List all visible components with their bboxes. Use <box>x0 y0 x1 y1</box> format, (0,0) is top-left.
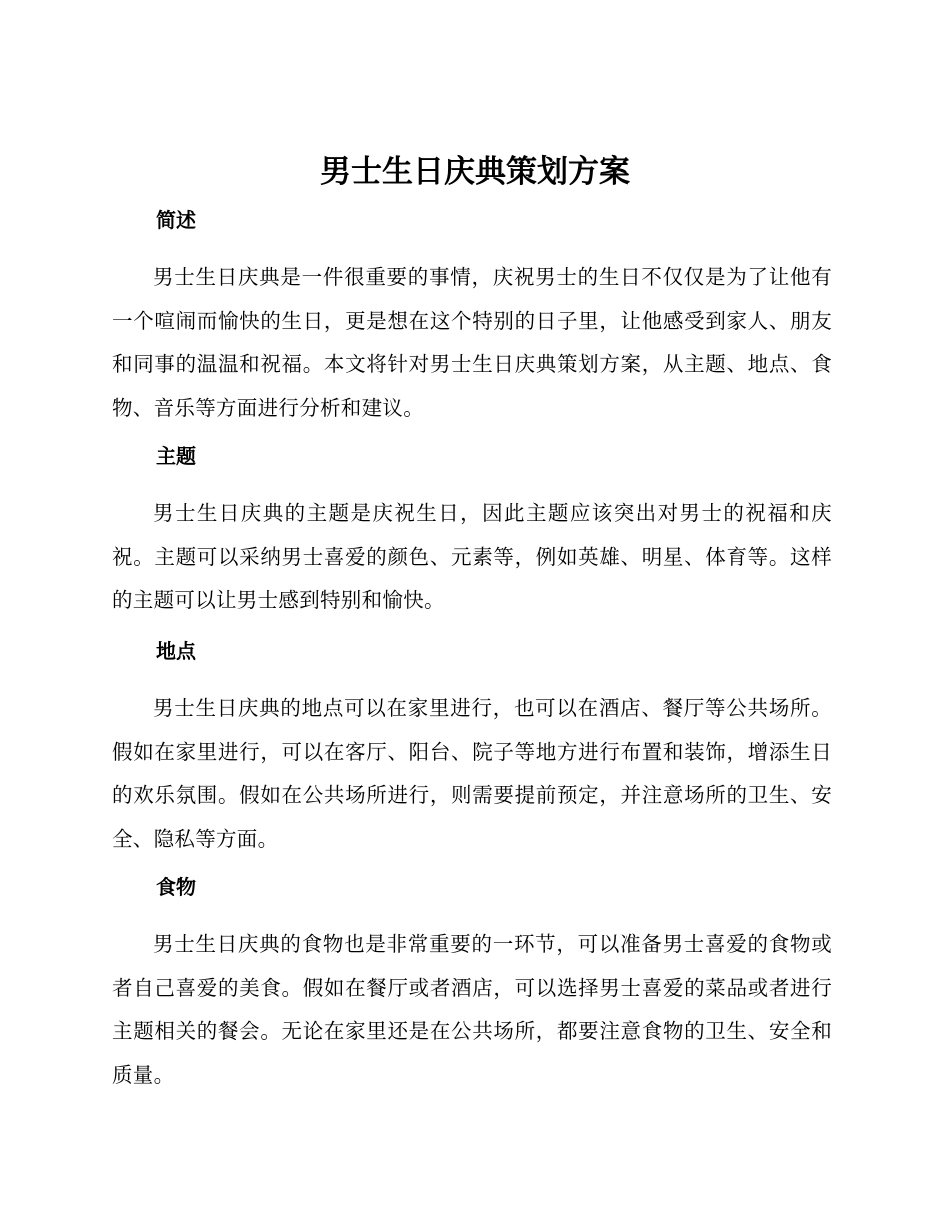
section-body-food: 男士生日庆典的食物也是非常重要的一环节，可以准备男士喜爱的食物或者自己喜爱的美食。假如在餐厅或者酒店，可以选择男士喜爱的菜品或者进行主题相关的餐会。无论在家里还是在公共场所，都要注意食物的卫生、安全和质量。 <box>112 932 832 1087</box>
section-overview <box>112 206 832 430</box>
section-body-venue: 男士生日庆典的地点可以在家里进行，也可以在酒店、餐厅等公共场所。假如在家里进行，可以在客厅、阳台、院子等地方进行布置和装饰，增添生日的欢乐氛围。假如在公共场所进行，则需要提前预定，并注意场所的卫生、安全、隐私等方面。 <box>112 696 832 851</box>
section-theme <box>112 442 832 623</box>
section-heading-venue: 地点 <box>156 639 196 663</box>
section-venue <box>112 637 832 861</box>
section-heading-theme: 主题 <box>156 444 196 468</box>
section-heading-food: 食物 <box>156 875 196 899</box>
section-body-overview: 男士生日庆典是一件很重要的事情，庆祝男士的生日不仅仅是为了让他有一个喧闹而愉快的生日，更是想在这个特别的日子里，让他感受到家人、朋友和同事的温温和祝福。本文将针对男士生日庆典策划方案，从主题、地点、食物、音乐等方面进行分析和建议。 <box>112 265 832 420</box>
document-title: 男士生日庆典策划方案 <box>320 154 630 190</box>
section-food <box>112 873 832 1097</box>
section-body-theme: 男士生日庆典的主题是庆祝生日，因此主题应该突出对男士的祝福和庆祝。主题可以采纳男士喜爱的颜色、元素等，例如英雄、明星、体育等。这样的主题可以让男士感到特别和愉快。 <box>112 501 832 612</box>
section-heading-overview: 简述 <box>156 208 196 232</box>
